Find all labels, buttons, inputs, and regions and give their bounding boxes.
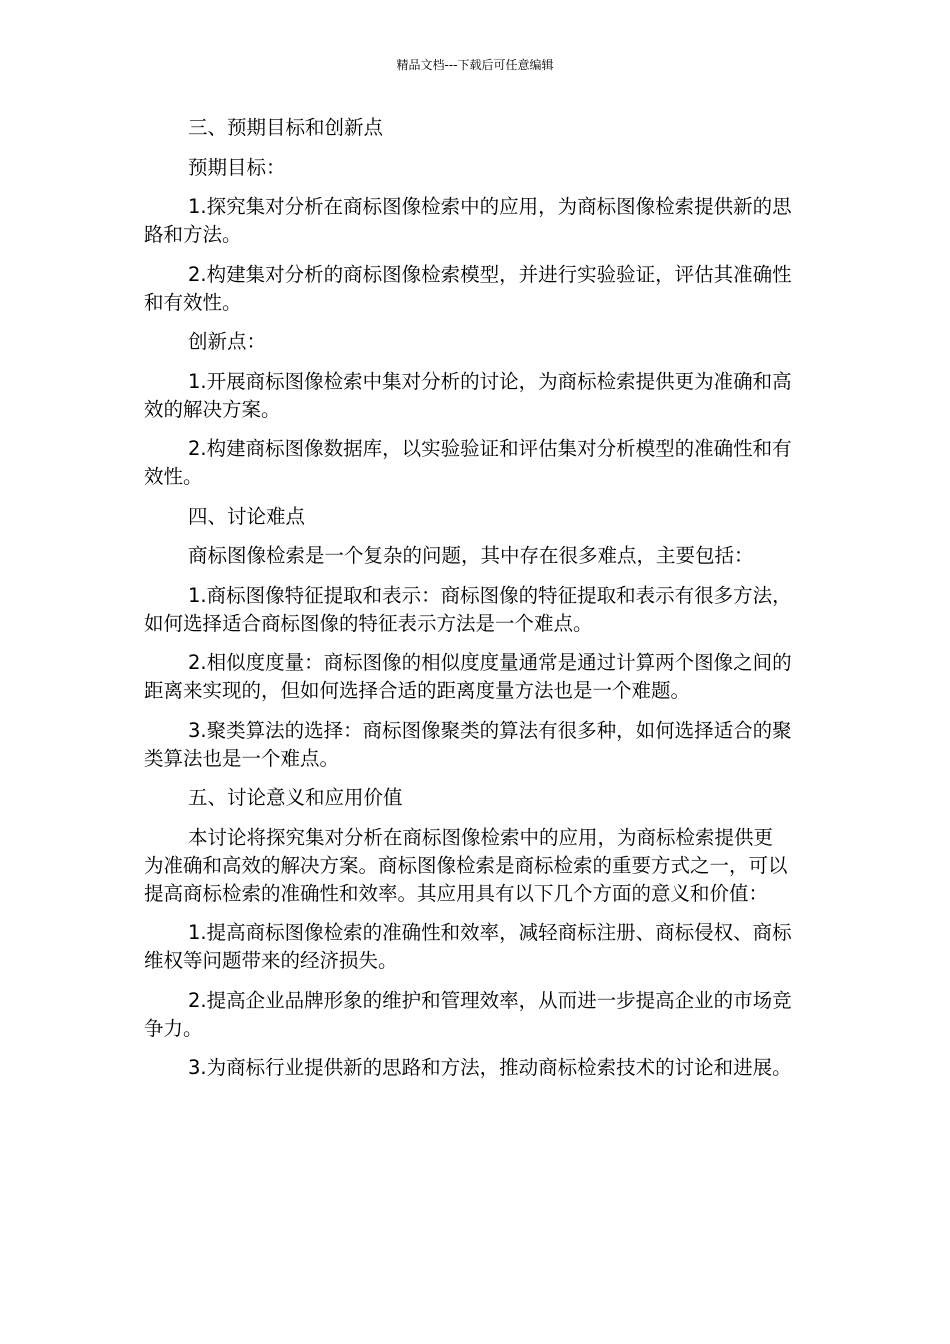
- subheading-innovation: 创新点：: [188, 330, 267, 353]
- innovation-item-1: 1.开展商标图像检索中集对分析的讨论，为商标检索提供更为准确和高效的解决方案。: [144, 369, 792, 421]
- significance-item-1: 1.提高商标图像检索的准确性和效率，减轻商标注册、商标侵权、商标维权等问题带来的经济损失。: [144, 921, 792, 972]
- section-heading-difficulties: 四、讨论难点: [188, 504, 306, 528]
- section-heading-goals: 三、预期目标和创新点: [188, 116, 384, 139]
- significance-item-2: 2.提高企业品牌形象的维护和管理效率，从而进一步提高企业的市场竞争力。: [144, 988, 792, 1040]
- difficulty-item-2: 2.相似度度量：商标图像的相似度度量通常是通过计算两个图像之间的距离来实现的，但如何选择合适的距离度量方法也是一个难题。: [144, 651, 792, 702]
- difficulty-item-3: 3.聚类算法的选择：商标图像聚类的算法有很多种，如何选择适合的聚类算法也是一个难点。: [144, 718, 792, 770]
- goal-item-1: 1.探究集对分析在商标图像检索中的应用，为商标图像检索提供新的思路和方法。: [144, 195, 792, 246]
- difficulty-item-1: 1.商标图像特征提取和表示：商标图像的特征提取和表示有很多方法，如何选择适合商标图像的特征表示方法是一个难点。: [144, 583, 792, 635]
- innovation-item-2: 2.构建商标图像数据库，以实验验证和评估集对分析模型的准确性和有效性。: [144, 437, 792, 488]
- document-body: [144, 114, 792, 1094]
- subheading-expected-goals: 预期目标：: [188, 155, 286, 179]
- page-header: 精品文档---下载后可任意编辑: [396, 58, 554, 72]
- significance-intro: 本讨论将探究集对分析在商标图像检索中的应用，为商标检索提供更为准确和高效的解决方案。商标图像检索是商标检索的重要方式之一，可以提高商标检索的准确性和效率。其应用具有以下几个方面的意义和价值：: [144, 825, 788, 905]
- section-heading-significance: 五、讨论意义和应用价值: [188, 786, 403, 809]
- difficulties-intro: 商标图像检索是一个复杂的问题，其中存在很多难点，主要包括：: [188, 544, 754, 567]
- goal-item-2: 2.构建集对分析的商标图像检索模型，并进行实验验证，评估其准确性和有效性。: [144, 262, 792, 314]
- significance-item-3: 3.为商标行业提供新的思路和方法，推动商标检索技术的讨论和进展。: [188, 1056, 792, 1079]
